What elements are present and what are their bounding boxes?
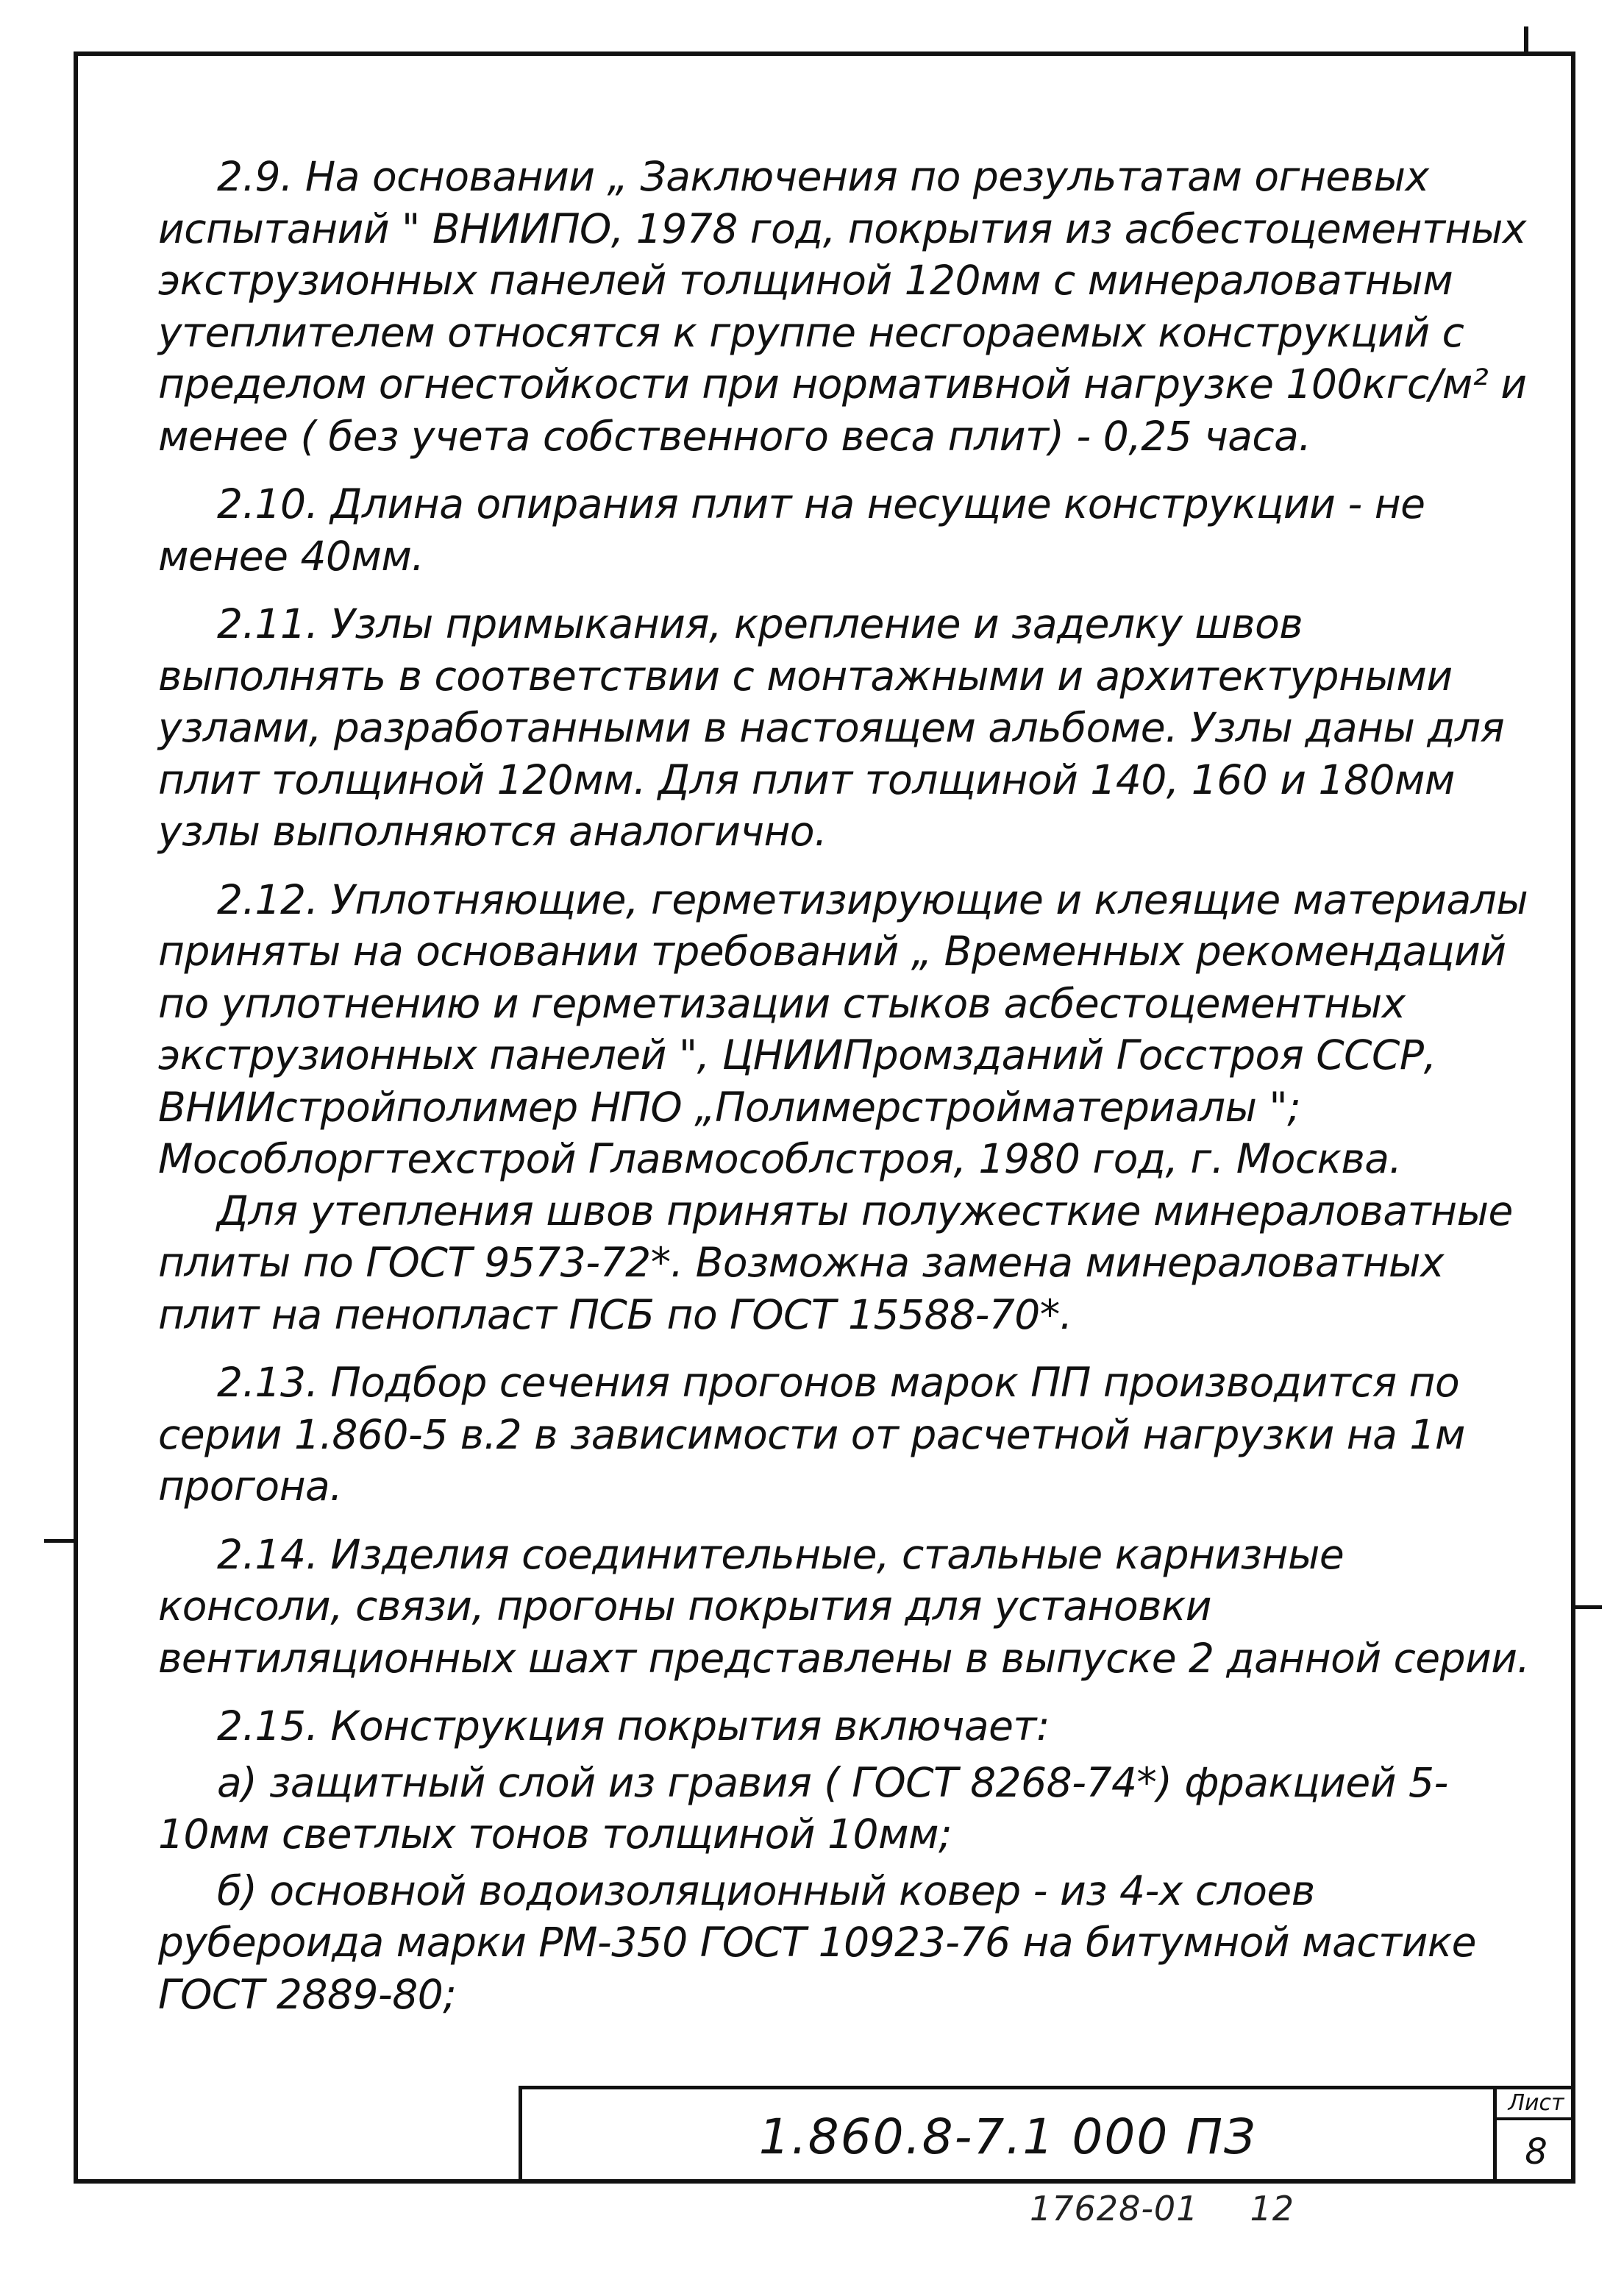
document-code: 1.860.8-7.1 000 ПЗ: [758, 2108, 1257, 2165]
sheet-label: Лист: [1497, 2089, 1575, 2120]
frame-left-tick: [44, 1539, 76, 1543]
paragraph-2-11: 2.11. Узлы примыкания, крепление и заделку швов выполнять в соответствии с монтажными и архитектурными узлами, разработанными в настоящем альбоме. Узлы даны для плит толщиной 120мм. Для плит толщиной 140, 160 и 180мм узлы выполняются аналогично.: [158, 600, 1505, 855]
paragraph-2-15-item-b: б) основной водоизоляционный ковер - из 4-х слоев рубероида марки РМ-350 ГОСТ 10923-76 на битумной мастике ГОСТ 2889-80;: [158, 1866, 1476, 2018]
paragraph-2-12: 2.12. Уплотняющие, герметизирующие и клеящие материалы приняты на основании требований „ Временных рекомендаций по уплотнению и герметизации стыков асбестоцементных экструзионных панелей ", ЦНИИПромзданий Госстроя СССР, ВНИИстройполимер НПО „Полимерстройматериалы "; Мособлоргтехстрой Главмособлстроя, 1980 год, г. Москва.: [158, 875, 1528, 1182]
sheet-cell: [1493, 2089, 1575, 2184]
inventory-number: 17628-01: [1030, 2189, 1199, 2228]
frame-right-tick: [1573, 1605, 1602, 1609]
paragraph-2-10: 2.10. Длина опирания плит на несущие конструкции - не менее 40мм.: [158, 480, 1425, 580]
footer-reference: [1030, 2189, 1294, 2228]
explanatory-note-text: [158, 151, 1541, 2020]
paragraph-2-12-insulation: Для утепления швов приняты полужесткие минераловатные плиты по ГОСТ 9573-72*. Возможна замена минераловатных плит на пенопласт ПСБ по ГОСТ 15588-70*.: [158, 1187, 1513, 1338]
title-block-stamp: [519, 2086, 1575, 2184]
paragraph-2-15: 2.15. Конструкция покрытия включает:: [217, 1702, 1050, 1750]
page-number: 12: [1250, 2189, 1295, 2228]
paragraph-2-13: 2.13. Подбор сечения прогонов марок ПП производится по серии 1.860-5 в.2 в зависимости от расчетной нагрузки на 1м прогона.: [158, 1359, 1465, 1510]
paragraph-2-9: 2.9. На основании „ Заключения по результатам огневых испытаний " ВНИИПО, 1978 год, покрытия из асбестоцементных экструзионных панелей толщиной 120мм с минераловатным утеплителем относятся к группе несгораемых конструкций с пределом огнестойкости при нормативной нагрузке 100кгс/м² и менее ( без учета собственного веса плит) - 0,25 часа.: [158, 153, 1527, 460]
sheet-number: 8: [1525, 2131, 1548, 2173]
paragraph-2-15-item-a: а) защитный слой из гравия ( ГОСТ 8268-74*) фракцией 5-10мм светлых тонов толщиной 10мм;: [158, 1758, 1448, 1858]
paragraph-2-14: 2.14. Изделия соединительные, стальные карнизные консоли, связи, прогоны покрытия для установки вентиляционных шахт представлены в выпуске 2 данной серии.: [158, 1530, 1530, 1682]
